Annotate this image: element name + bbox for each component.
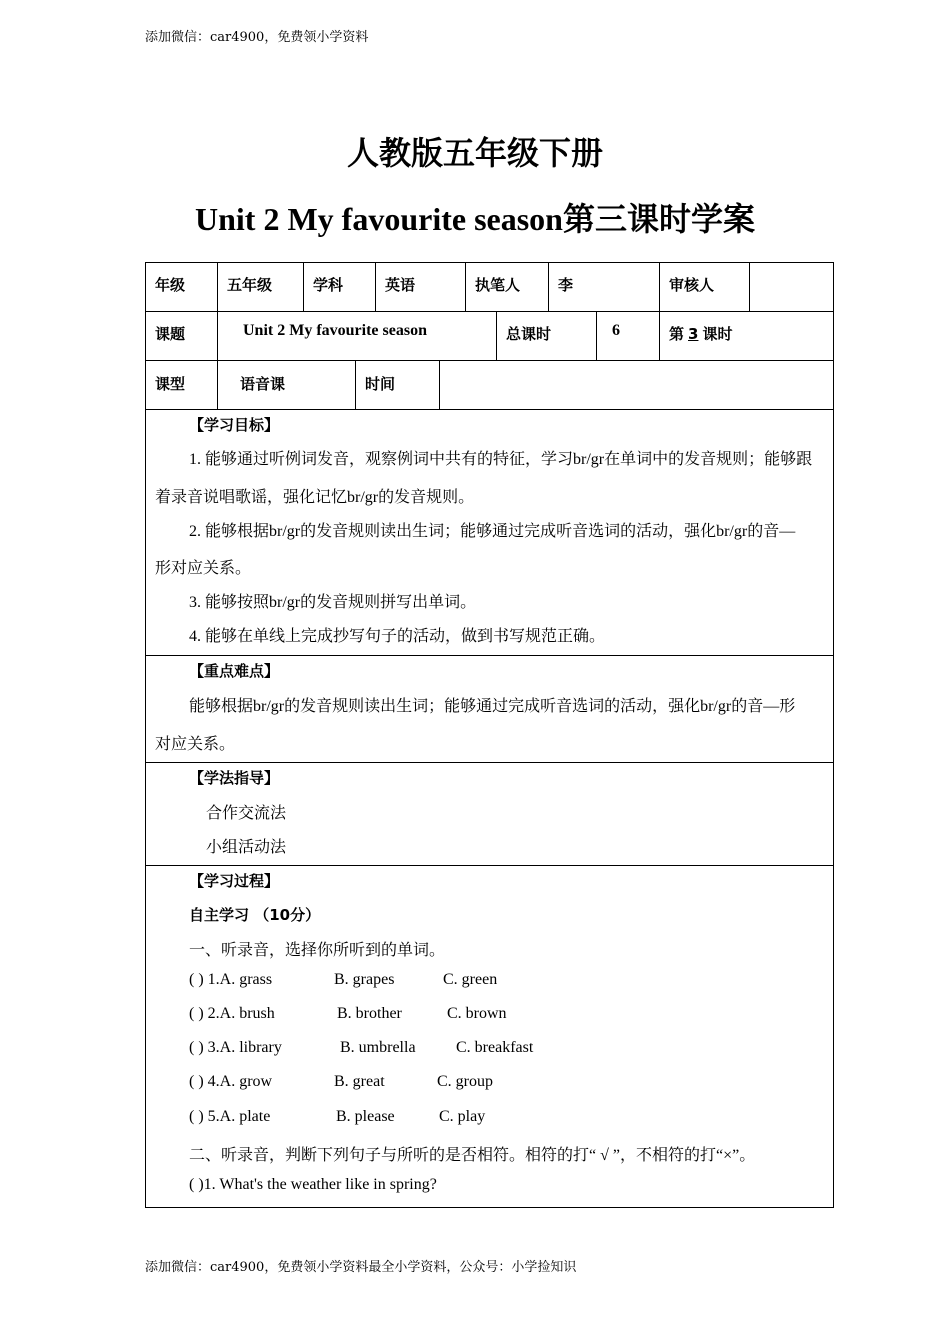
lesson-table [145,262,834,1208]
page-subtitle [0,194,950,240]
keypoint-line: 能够根据br/gr的发音规则读出生词；能够通过完成听音选词的活动，强化br/gr的音—形 [189,698,796,715]
author-label: 执笔人 [475,276,521,294]
option-b: B. grapes [334,971,395,988]
subtitle-en: Unit 2 My favourite season [195,201,563,237]
col-divider [217,262,218,410]
option-c: C. group [437,1073,493,1090]
period-suffix: 课时 [702,325,733,343]
keypoint-line: 对应关系。 [155,736,236,753]
footer-note: 添加微信：car4900，免费领小学资料最全小学资料，公众号：小学捡知识 [145,1260,577,1275]
grade-label: 年级 [155,276,186,294]
period-indicator [669,323,732,344]
subtitle-cn: 第三课时学案 [562,200,755,238]
page-title: 人教版五年级下册 [346,134,603,172]
col-divider [496,311,497,361]
total-periods-value: 6 [612,322,620,339]
option-c: C. play [439,1108,486,1125]
author-value: 李 [558,276,574,294]
objective-line: 形对应关系。 [155,560,252,577]
col-divider [375,262,376,312]
col-divider [548,262,549,312]
topic-value: Unit 2 My favourite season [243,322,427,339]
row-divider [145,360,834,361]
option-c: C. breakfast [456,1039,534,1056]
objectives-heading: 【学习目标】 [189,416,280,434]
objective-line: 1. 能够通过听例词发音，观察例词中共有的特征，学习br/gr在单词中的发音规则；能够跟 [189,451,813,468]
part2-title: 二、听录音，判断下列句子与所听的是否相符。相符的打“ √ ”，不相符的打“×”。 [189,1147,756,1164]
header-note: 添加微信：car4900，免费领小学资料 [145,30,369,45]
col-divider [596,311,597,361]
option-b: B. brother [337,1005,402,1022]
question-stem: ( ) 5.A. plate [189,1108,271,1125]
question-stem: ( ) 1.A. grass [189,971,273,988]
period-prefix: 第 [669,325,685,343]
objective-line: 着录音说唱歌谣，强化记忆br/gr的发音规则。 [155,489,475,506]
col-divider [749,262,750,312]
option-c: C. green [443,971,498,988]
topic-label: 课题 [155,325,186,343]
self-study-heading: 自主学习 （10分） [189,906,321,924]
question-stem: ( ) 3.A. library [189,1039,282,1056]
question-stem: ( ) 4.A. grow [189,1073,273,1090]
subject-label: 学科 [313,276,344,294]
option-c: C. brown [447,1005,507,1022]
process-heading: 【学习过程】 [189,872,280,890]
reviewer-label: 审核人 [669,276,715,294]
type-value: 语音课 [240,375,286,393]
row-divider [145,311,834,312]
method-item: 合作交流法 [206,805,287,822]
part1-title: 一、听录音，选择你所听到的单词。 [189,942,446,959]
grade-value: 五年级 [227,276,273,294]
option-b: B. umbrella [340,1039,416,1056]
col-divider [659,262,660,361]
option-b: B. please [336,1108,395,1125]
total-periods-label: 总课时 [506,325,552,343]
row-divider [145,865,834,866]
part2-question: ( )1. What's the weather like in spring? [189,1176,437,1193]
period-number: 3 [688,325,699,343]
objective-line: 4. 能够在单线上完成抄写句子的活动，做到书写规范正确。 [189,628,606,645]
type-label: 课型 [155,375,186,393]
col-divider [303,262,304,312]
subject-value: 英语 [385,276,416,294]
keypoints-heading: 【重点难点】 [189,662,280,680]
methods-heading: 【学法指导】 [189,769,280,787]
row-divider [145,409,834,410]
objective-line: 2. 能够根据br/gr的发音规则读出生词；能够通过完成听音选词的活动，强化br/gr的音— [189,523,796,540]
col-divider [355,360,356,410]
objective-line: 3. 能够按照br/gr的发音规则拼写出单词。 [189,594,477,611]
question-stem: ( ) 2.A. brush [189,1005,275,1022]
time-label: 时间 [365,375,396,393]
method-item: 小组活动法 [206,839,287,856]
row-divider [145,762,834,763]
col-divider [439,360,440,410]
col-divider [465,262,466,312]
option-b: B. great [334,1073,385,1090]
row-divider [145,655,834,656]
